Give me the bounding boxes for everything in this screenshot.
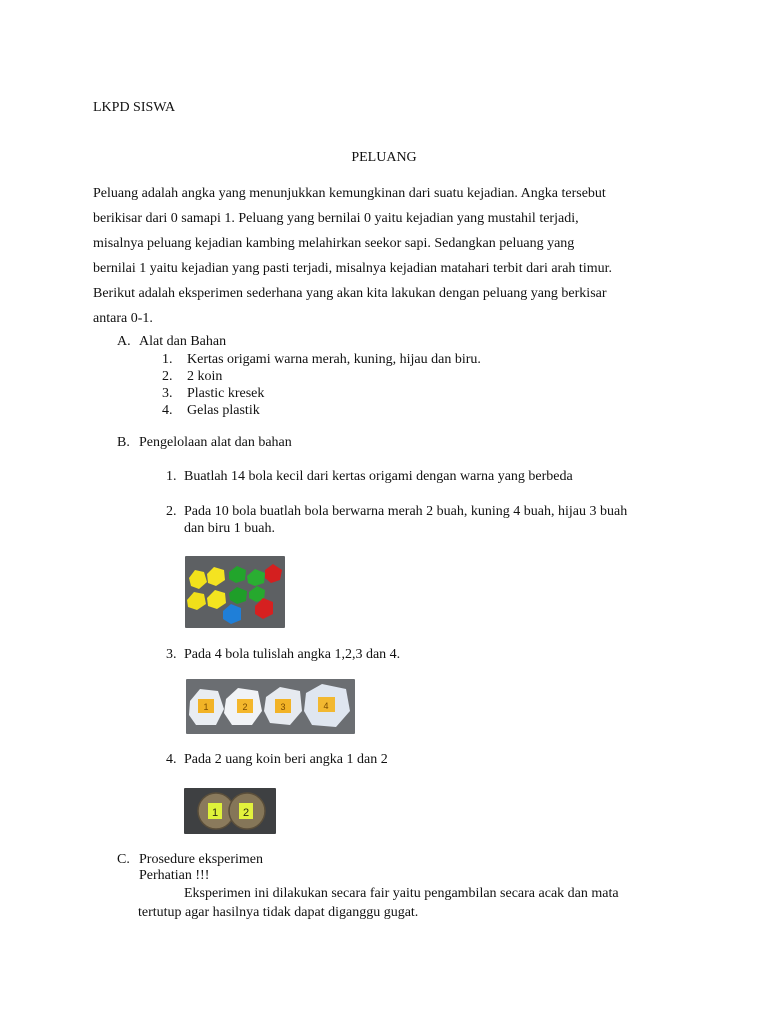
colored-balls-image	[185, 556, 285, 628]
step-number: 2.	[166, 504, 177, 519]
list-item	[162, 385, 481, 402]
intro-line: berikisar dari 0 samapi 1. Peluang yang bernilai 0 yaitu kejadian yang mustahil terjadi,	[93, 211, 579, 226]
coin-number: 2	[242, 807, 250, 819]
list-text: Plastic kresek	[187, 386, 265, 401]
step-text: Pada 4 bola tulislah angka 1,2,3 dan 4.	[184, 647, 401, 662]
intro-line: Berikut adalah eksperimen sederhana yang akan kita lakukan dengan peluang yang berkisar	[93, 286, 607, 301]
step-text: Pada 2 uang koin beri angka 1 dan 2	[184, 752, 388, 767]
list-number: 4.	[162, 403, 173, 418]
coins-photo	[184, 788, 276, 834]
section-b-heading	[117, 435, 292, 452]
list-item	[162, 351, 481, 368]
section-title: Pengelolaan alat dan bahan	[139, 435, 292, 450]
list-text: Gelas plastik	[187, 403, 260, 418]
ball-number: 4	[323, 701, 329, 711]
list-text: Kertas origami warna merah, kuning, hijau dan biru.	[187, 352, 481, 367]
section-letter: B.	[117, 435, 130, 450]
coins-image	[184, 788, 276, 834]
section-a-heading	[117, 334, 226, 351]
step-number: 4.	[166, 752, 177, 767]
list-number: 2.	[162, 369, 173, 384]
section-letter: A.	[117, 334, 131, 349]
section-letter: C.	[117, 852, 130, 867]
numbered-balls-image	[186, 679, 355, 734]
section-title: Prosedure eksperimen	[139, 852, 264, 867]
list-number: 3.	[162, 386, 173, 401]
step-item	[166, 504, 627, 538]
ball-number: 3	[280, 702, 286, 712]
note-line: Eksperimen ini dilakukan secara fair yaitu pengambilan secara acak dan mata	[184, 886, 619, 901]
step-item	[166, 469, 573, 486]
document-header: LKPD SISWA	[93, 100, 176, 115]
list-number: 1.	[162, 352, 173, 367]
note-line: tertutup agar hasilnya tidak dapat diganggu gugat.	[138, 905, 419, 920]
procedure-note	[138, 884, 678, 922]
list-item	[162, 402, 481, 419]
step-text-continued: dan biru 1 buah.	[184, 520, 275, 536]
intro-line: antara 0-1.	[93, 311, 153, 326]
numbered-balls-photo	[186, 679, 355, 734]
section-title: Alat dan Bahan	[139, 334, 227, 349]
step-text: Pada 10 bola buatlah bola berwarna merah 2 buah, kuning 4 buah, hijau 3 buah	[184, 504, 628, 519]
intro-line: misalnya peluang kejadian kambing melahirkan seekor sapi. Sedangkan peluang yang	[93, 236, 575, 251]
step-text: Buatlah 14 bola kecil dari kertas origami dengan warna yang berbeda	[184, 469, 573, 484]
coin-number: 1	[211, 807, 219, 819]
intro-line: bernilai 1 yaitu kejadian yang pasti terjadi, misalnya kejadian matahari terbit dari arah timur.	[93, 261, 612, 276]
step-number: 3.	[166, 647, 177, 662]
page-title: PELUANG	[351, 150, 417, 165]
ball-number: 1	[203, 702, 209, 712]
intro-line: Peluang adalah angka yang menunjukkan kemungkinan dari suatu kejadian. Angka tersebut	[93, 186, 606, 201]
colored-balls-photo	[185, 556, 285, 628]
materials-list	[162, 351, 481, 419]
step-item	[166, 647, 400, 664]
step-item	[166, 752, 388, 769]
list-text: 2 koin	[187, 369, 223, 384]
list-item	[162, 368, 481, 385]
attention-label: Perhatian !!!	[139, 868, 210, 883]
intro-paragraph	[93, 181, 683, 331]
step-number: 1.	[166, 469, 177, 484]
section-c-heading	[117, 852, 263, 869]
ball-number: 2	[242, 702, 248, 712]
